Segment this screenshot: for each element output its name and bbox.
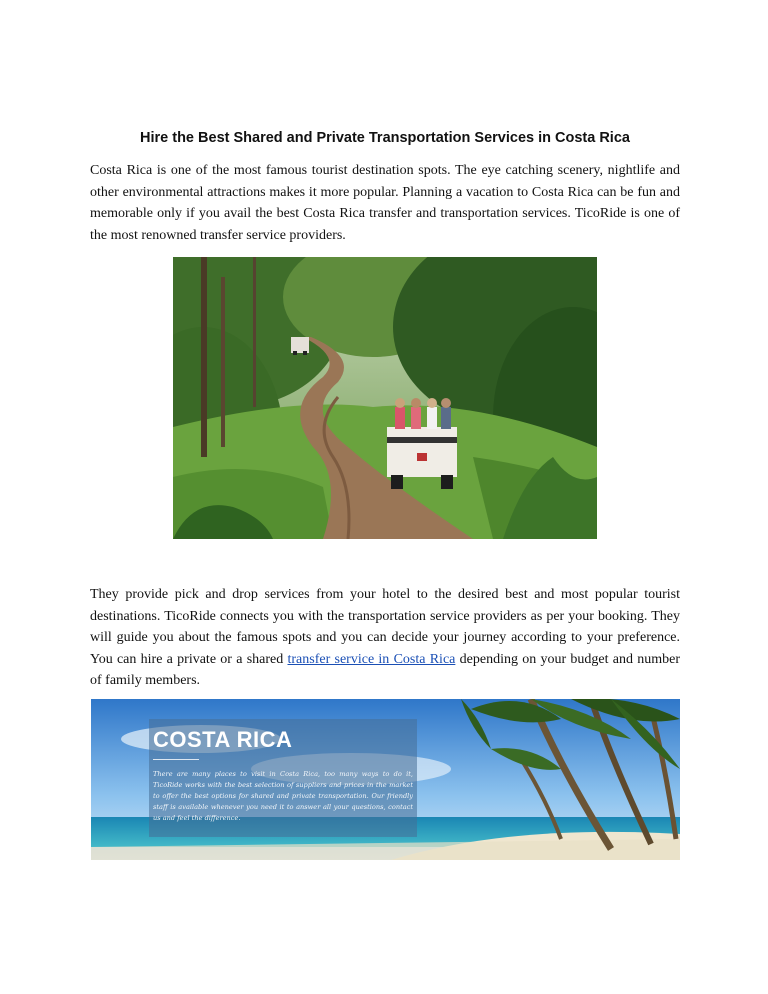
jungle-road-photo <box>173 257 597 539</box>
banner-description: There are many places to visit in Costa Rica, too many ways to do it, TicoRide works with the best selection of suppliers and prices in the market to offer the best options for shared and private transportation. Our friendly staff is available whenever you need it to answer all your questions, contact us and feel the difference. <box>153 770 413 822</box>
page-title: Hire the Best Shared and Private Transportation Services in Costa Rica <box>140 130 630 146</box>
services-text: They provide pick and drop services from your hotel to the desired best and most popular tourist destinations. TicoRide connects you with the transportation service providers as per your booking. They will guide you about the famous spots and you can decide your journey according to your preference. You can hire a private or a shared <box>90 587 680 667</box>
transfer-service-link[interactable]: transfer service in Costa Rica <box>287 651 456 667</box>
services-paragraph <box>90 584 680 692</box>
banner-divider <box>153 759 199 760</box>
costa-rica-banner <box>91 699 680 860</box>
services-text-end: depending on your budget and number of family members. <box>90 651 681 688</box>
intro-paragraph: Costa Rica is one of the most famous tourist destination spots. The eye catching scenery, nightlife and other environmental attractions makes it more popular. Planning a vacation to Costa Rica can be fun and memorable only if you avail the best Costa Rica transfer and transportation services. TicoRide is one of the most renowned transfer service providers. <box>90 163 680 243</box>
banner-heading: COSTA RICA <box>153 727 293 752</box>
